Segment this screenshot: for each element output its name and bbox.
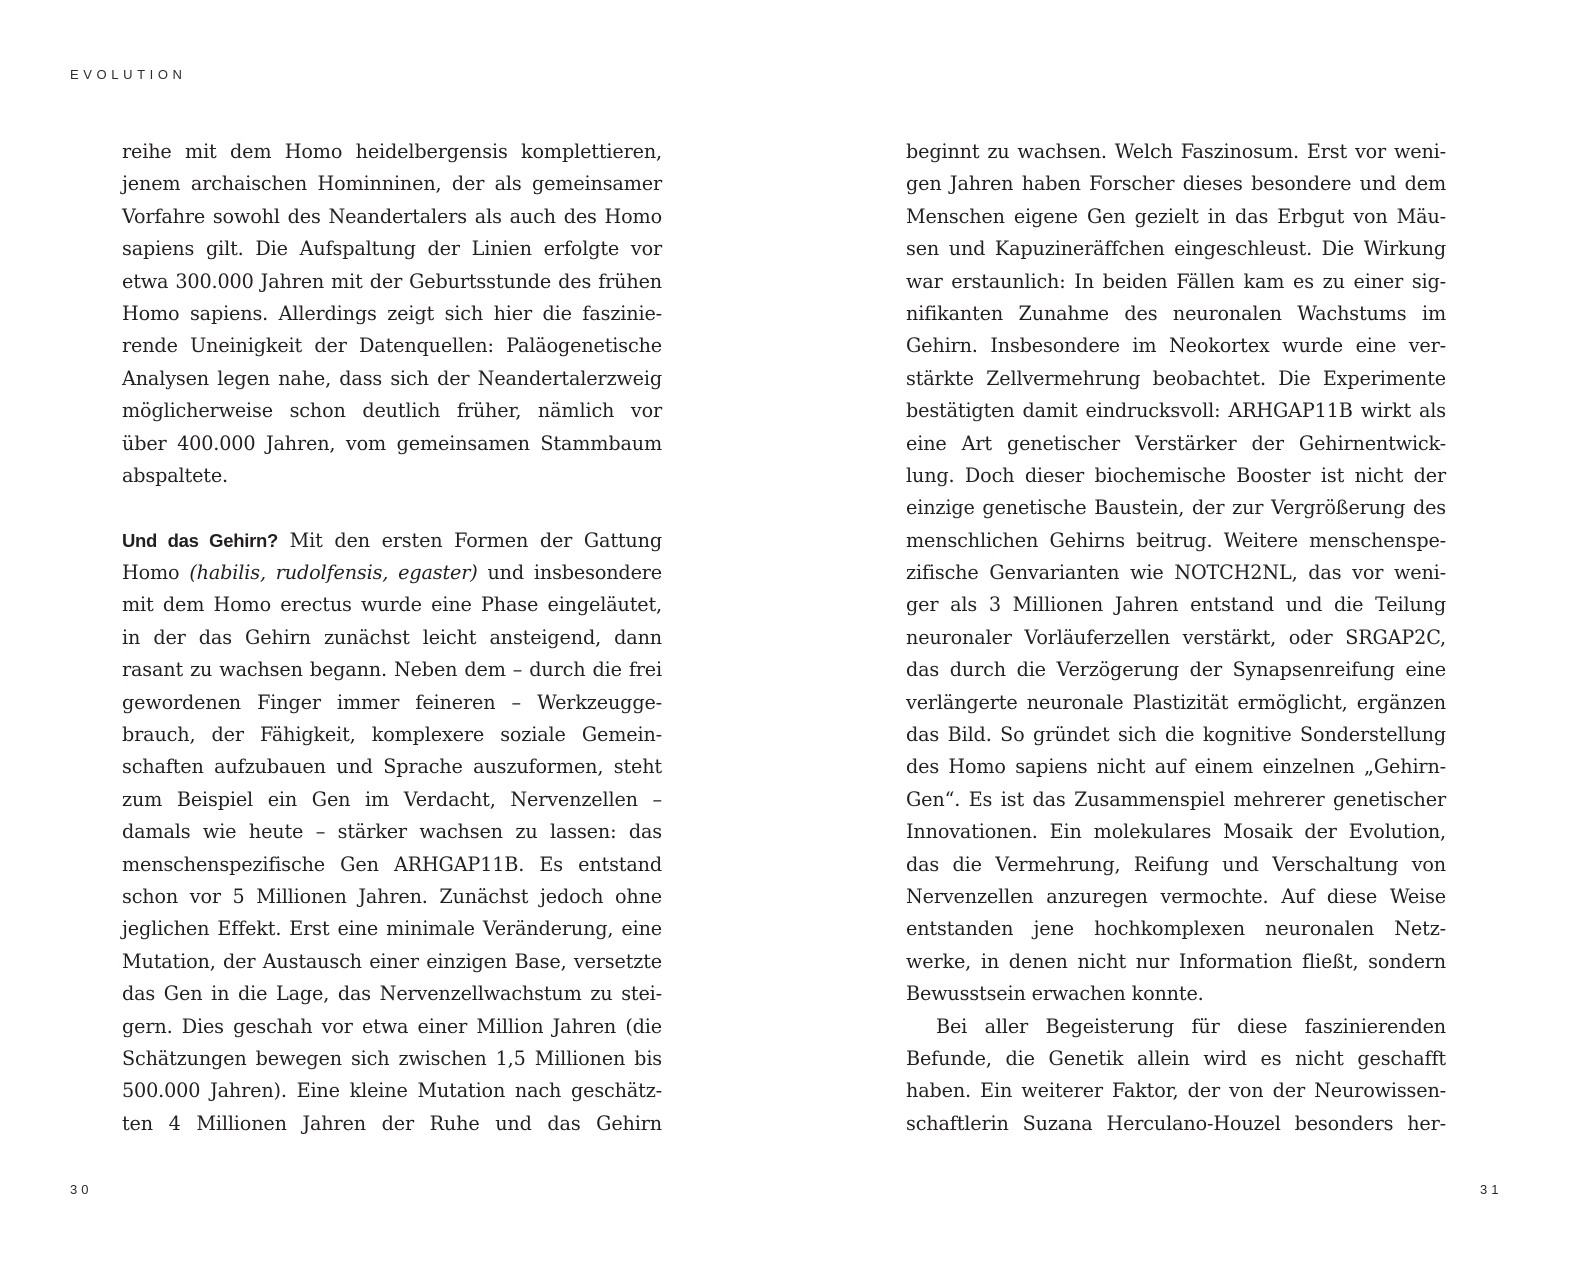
text-line: einzige genetische Baustein, der zur Vergrößerung des bbox=[906, 496, 1446, 520]
text-line: das Bild. So gründet sich die kognitive Sonderstellung bbox=[906, 723, 1446, 747]
text-line: entstanden jene hochkomplexen neuronalen Netz- bbox=[906, 917, 1446, 941]
text-line: verlängerte neuronale Plastizität ermöglicht, ergänzen bbox=[906, 690, 1446, 714]
text-line: etwa 300.000 Jahren mit der Geburtsstunde des frühen bbox=[122, 269, 662, 293]
text-line: schon vor 5 Millionen Jahren. Zunächst jedoch ohne bbox=[122, 884, 662, 908]
text-line: Mutation, der Austausch einer einzigen Base, versetzte bbox=[122, 949, 662, 973]
text-line: menschenspezifische Gen ARHGAP11B. Es entstand bbox=[122, 852, 662, 876]
running-head: EVOLUTION bbox=[70, 67, 187, 82]
text-line: schaften aufzubauen und Sprache auszuformen, steht bbox=[122, 755, 662, 779]
text-line: Innovationen. Ein molekulares Mosaik der Evolution, bbox=[906, 820, 1446, 844]
text-line: beginnt zu wachsen. Welch Faszinosum. Erst vor weni- bbox=[906, 140, 1446, 163]
text-line: in der das Gehirn zunächst leicht ansteigend, dann bbox=[122, 625, 662, 649]
text-line: Bei aller Begeisterung für diese faszinierenden bbox=[936, 1014, 1446, 1038]
text-line: jenem archaischen Hominninen, der als gemeinsamer bbox=[122, 172, 662, 196]
text-line: Homo sapiens. Allerdings zeigt sich hier die faszinie- bbox=[122, 301, 662, 325]
text-line: jeglichen Effekt. Erst eine minimale Veränderung, eine bbox=[122, 917, 662, 941]
text-span: und insbesondere bbox=[477, 561, 662, 585]
text-line: stärkte Zellvermehrung beobachtet. Die Experimente bbox=[906, 366, 1446, 390]
text-line: das durch die Verzögerung der Synapsenreifung eine bbox=[906, 658, 1446, 682]
text-line: menschlichen Gehirns beitrug. Weitere menschenspe- bbox=[906, 528, 1446, 552]
text-line: Bewusstsein erwachen konnte. bbox=[906, 982, 1204, 1006]
text-line: brauch, der Fähigkeit, komplexere soziale Gemein- bbox=[122, 723, 662, 747]
text-line: das Gen in die Lage, das Nervenzellwachstum zu stei- bbox=[122, 982, 662, 1006]
text-line: gen Jahren haben Forscher dieses besondere und dem bbox=[906, 172, 1446, 196]
text-line: Vorfahre sowohl des Neandertalers als auch des Homo bbox=[122, 204, 662, 228]
text-line: mit dem Homo erectus wurde eine Phase eingeläutet, bbox=[122, 593, 662, 617]
text-line: des Homo sapiens nicht auf einem einzelnen „Gehirn- bbox=[906, 755, 1446, 779]
text-line: rende Uneinigkeit der Datenquellen: Paläogenetische bbox=[122, 334, 662, 358]
text-line: sen und Kapuzineräffchen eingeschleust. Die Wirkung bbox=[906, 237, 1446, 261]
text-line: Menschen eigene Gen gezielt in das Erbgut von Mäu- bbox=[906, 204, 1446, 228]
text-line: möglicherweise schon deutlich früher, nämlich vor bbox=[122, 399, 662, 423]
italic-species-list: (habilis, rudolfensis, egaster) bbox=[189, 561, 478, 585]
text-line: Analysen legen nahe, dass sich der Neandertalerzweig bbox=[122, 366, 662, 390]
text-line: ten 4 Millionen Jahren der Ruhe und das Gehirn bbox=[122, 1111, 662, 1135]
paragraph-und-das-gehirn bbox=[122, 525, 662, 1140]
left-page-text-column bbox=[122, 136, 662, 1140]
text-line: neuronaler Vorläuferzellen verstärkt, oder SRGAP2C, bbox=[906, 625, 1446, 649]
text-line: zum Beispiel ein Gen im Verdacht, Nervenzellen – bbox=[122, 787, 662, 811]
text-span: Homo bbox=[122, 561, 190, 585]
text-line: gern. Dies geschah vor etwa einer Million Jahren (die bbox=[122, 1014, 662, 1038]
text-line: damals wie heute – stärker wachsen zu lassen: das bbox=[122, 820, 662, 844]
paragraph-arhgap11b-experiments bbox=[906, 136, 1446, 1011]
page-number-left: 30 bbox=[70, 1182, 93, 1197]
text-line: 500.000 Jahren). Eine kleine Mutation nach geschätz- bbox=[122, 1079, 662, 1103]
text-line: gewordenen Finger immer feineren – Werkzeugge- bbox=[122, 690, 662, 714]
text-line: war erstaunlich: In beiden Fällen kam es zu einer sig- bbox=[906, 269, 1446, 293]
text-line bbox=[122, 525, 662, 557]
text-line: reihe mit dem Homo heidelbergensis komplettieren, bbox=[122, 140, 662, 163]
paragraph-homo-heidelbergensis bbox=[122, 136, 662, 492]
text-line: über 400.000 Jahren, vom gemeinsamen Stammbaum bbox=[122, 431, 662, 455]
text-line: lung. Doch dieser biochemische Booster ist nicht der bbox=[906, 463, 1446, 487]
text-line: werke, in denen nicht nur Information fließt, sondern bbox=[906, 949, 1446, 973]
text-span: Mit den ersten Formen der Gattung bbox=[289, 528, 662, 552]
text-line: Befunde, die Genetik allein wird es nicht geschafft bbox=[906, 1046, 1446, 1070]
text-line: nifikanten Zunahme des neuronalen Wachstums im bbox=[906, 301, 1446, 325]
text-line: Gehirn. Insbesondere im Neokortex wurde eine ver- bbox=[906, 334, 1446, 358]
text-line: sapiens gilt. Die Aufspaltung der Linien erfolgte vor bbox=[122, 237, 662, 261]
right-page-text-column bbox=[906, 136, 1446, 1140]
text-line: zifische Genvarianten wie NOTCH2NL, das vor weni- bbox=[906, 561, 1446, 585]
text-line bbox=[122, 557, 662, 589]
paragraph-bei-aller-begeisterung bbox=[906, 1011, 1446, 1141]
run-in-heading: Und das Gehirn? bbox=[122, 529, 278, 551]
text-line: schaftlerin Suzana Herculano-Houzel besonders her- bbox=[906, 1111, 1446, 1135]
text-line: bestätigten damit eindrucksvoll: ARHGAP11B wirkt als bbox=[906, 399, 1446, 423]
text-line: Gen“. Es ist das Zusammenspiel mehrerer genetischer bbox=[906, 787, 1446, 811]
text-line: abspaltete. bbox=[122, 463, 229, 487]
text-line: haben. Ein weiterer Faktor, der von der Neurowissen- bbox=[906, 1079, 1446, 1103]
text-line: Nervenzellen anzuregen vermochte. Auf diese Weise bbox=[906, 884, 1446, 908]
text-line: ger als 3 Millionen Jahren entstand und die Teilung bbox=[906, 593, 1446, 617]
page-number-right: 31 bbox=[1480, 1182, 1503, 1197]
text-line: rasant zu wachsen begann. Neben dem – durch die frei bbox=[122, 658, 662, 682]
text-line: das die Vermehrung, Reifung und Verschaltung von bbox=[906, 852, 1446, 876]
text-line: Schätzungen bewegen sich zwischen 1,5 Millionen bis bbox=[122, 1046, 662, 1070]
text-line: eine Art genetischer Verstärker der Gehirnentwick- bbox=[906, 431, 1446, 455]
